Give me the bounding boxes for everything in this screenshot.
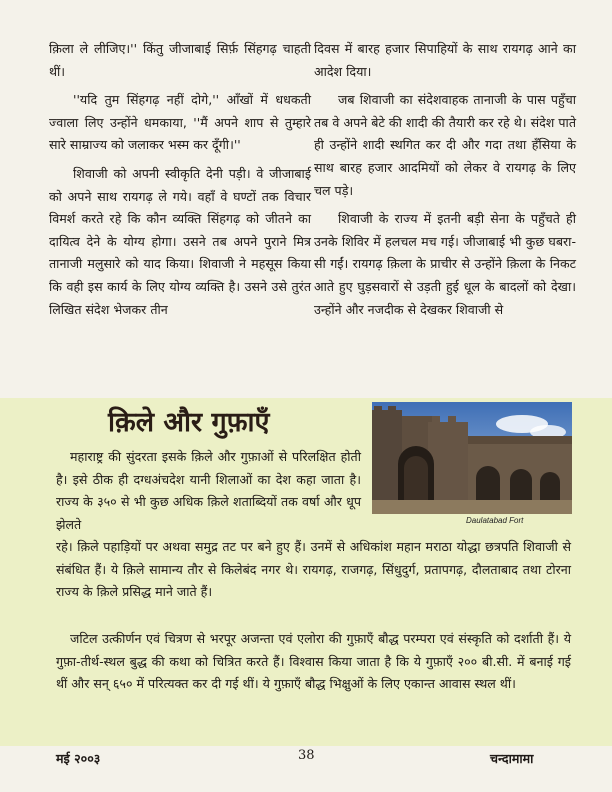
box-paragraph-2-text: जटिल उत्कीर्णन एवं चित्रण से भरपूर अजन्ता एवं एलोरा की गुफ़ाएँ बौद्ध परम्परा एवं संस्कृति को दर्शाती हैं। ये गुफ़ा-तीर्थ-स्थल बुद्ध की कथा को चित्रित करते हैं। विश्वास किया जाता है कि ये गुफ़ाएँ २०० बी.सी. में बनाई गई थीं और सन् ६५० में परित्यक्त कर दी गई थीं। ये गुफ़ाएँ बौद्ध भिक्षुओं के लिए एकान्त आवास स्थल थीं। (56, 631, 571, 692)
photo-caption: Daulatabad Fort (466, 516, 524, 525)
right-paragraph-3: शिवाजी के राज्य में इतनी बड़ी सेना के पहुँचते ही उनके शिविर में हलचल मच गई। जीजाबाई भी कुछ घबरा-सी गईं। रायगढ़ क़िला के प्राचीर से उन्होंने क़िला के निकट आते हुए घुड़सवारों से उड़ती हुई धूल के बादलों को देखा। उन्होंने और नजदीक से देखकर शिवाजी से (314, 211, 576, 317)
left-paragraph-2: ''यदि तुम सिंहगढ़ नहीं दोगे,'' आँखों में धधकती ज्वाला लिए उन्होंने धमकाया, ''मैं अपने शाप से तुम्हारे सारे साम्राज्य को जलाकर भस्म कर दूँगी।'' (49, 92, 311, 153)
box-title: क़िले और गुफ़ाएँ (108, 407, 270, 438)
right-paragraph-2: जब शिवाजी का संदेशवाहक तानाजी के पास पहुँचा तब वे अपने बेटे की शादी की तैयारी कर रहे थे। संदेश पाते ही उन्होंने शादी स्थगित कर दी और गदा तथा हँसिया के साथ बारह हजार आदमियों को लेकर वे रायगढ़ के लिए चल पड़े। (314, 92, 576, 198)
box-paragraph-1-text-part-1: महाराष्ट्र की सुंदरता इसके क़िले और गुफ़ाओं से परिलक्षित होती है। इसे ठीक ही दग्धअंचदेश यानी शिलाओं का देश कहा जाता है। राज्य के ३५० से भी कुछ अधिक क़िले शताब्दियों तक वर्षा और धूप झेलते (56, 449, 361, 532)
left-paragraph-1: क़िला ले लीजिए।'' किंतु जीजाबाई सिर्फ़ सिंहगढ़ चाहती थीं। (49, 41, 311, 79)
box-paragraph-1-part-1 (56, 446, 361, 536)
fort-illustration (372, 402, 572, 514)
left-paragraph-3: शिवाजी को अपनी स्वीकृति देनी पड़ी। वे जीजाबाई को अपने साथ रायगढ़ ले गये। वहाँ वे घण्टों तक विचार विमर्श करते रहे कि कौन व्यक्ति सिंहगढ़ को जीतने का दायित्व देने के योग्य होगा। उसने तब अपने पुराने मित्र तानाजी मलुसारे को याद किया। शिवाजी ने महसूस किया कि वही इस कार्य के लिए योग्य व्यक्ति है। उसने उसे तुरंत लिखित संदेश भेजकर तीन (49, 165, 311, 317)
fort-photo (372, 402, 572, 514)
right-column (314, 38, 576, 321)
box-paragraph-1-text-part-2: रहे। क़िले पहाड़ियों पर अथवा समुद्र तट पर बने हुए हैं। उनमें से अधिकांश महान मराठा योद्धा छत्रपति शिवाजी से संबंधित हैं। ये क़िले सामान्य तौर से किलेबंद नगर थे। रायगढ़, राजगढ़, सिंधुदुर्ग, प्रतापगढ़, दौलताबाद तथा टोरना राज्य के क़िले प्रसिद्ध माने जाते हैं। (56, 539, 571, 600)
footer-date: मई २००३ (56, 751, 101, 766)
box-paragraph-2 (56, 628, 571, 696)
magazine-name: चन्दामामा (490, 751, 534, 766)
right-paragraph-1: दिवस में बारह हजार सिपाहियों के साथ रायगढ़ आने का आदेश दिया। (314, 41, 576, 79)
page-number: 38 (298, 748, 315, 763)
box-paragraph-1-part-2 (56, 536, 571, 604)
left-column (49, 38, 311, 321)
